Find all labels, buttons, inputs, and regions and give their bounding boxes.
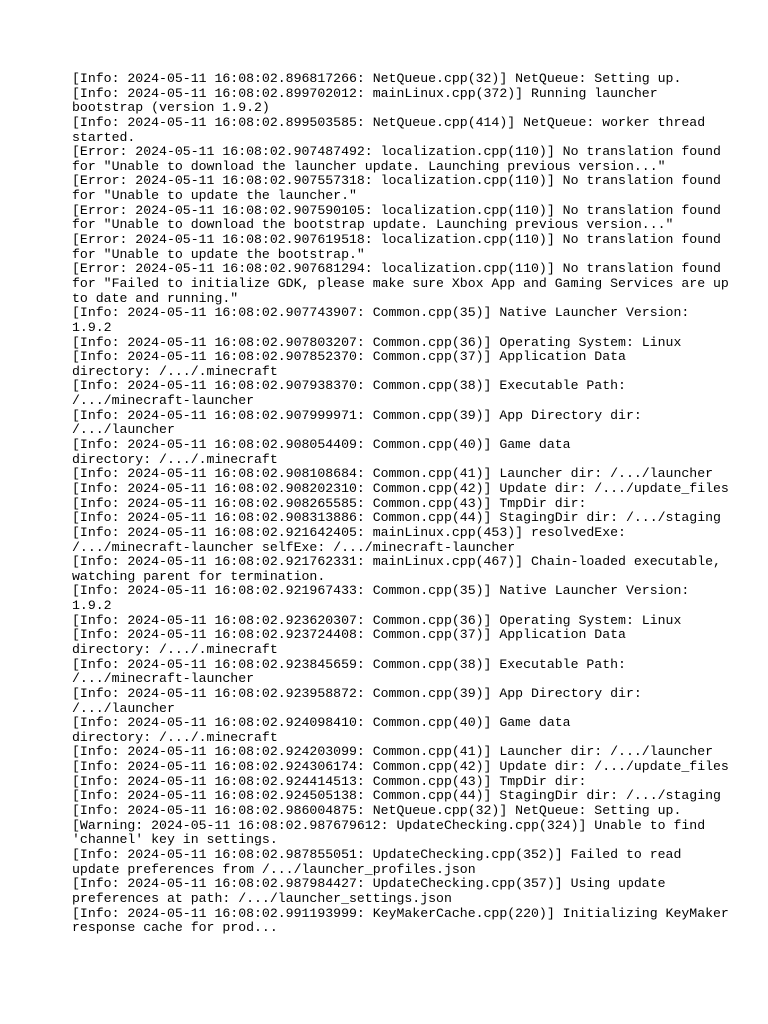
log-line: [Warning: 2024-05-11 16:08:02.987679612: UpdateChecking.cpp(324)] Unable to find [72,817,706,833]
log-line: directory: /.../.minecraft [72,363,278,379]
log-line: [Info: 2024-05-11 16:08:02.899702012: mainLinux.cpp(372)] Running launcher [72,85,658,101]
log-line: /.../minecraft-launcher selfExe: /.../minecraft-launcher [72,539,516,555]
log-line: [Info: 2024-05-11 16:08:02.908265585: Common.cpp(43)] TmpDir dir: [72,495,587,511]
log-line: 1.9.2 [72,598,112,614]
log-line: [Info: 2024-05-11 16:08:02.924414513: Common.cpp(43)] TmpDir dir: [72,773,587,789]
log-line: for "Unable to download the bootstrap update. Launching previous version..." [72,217,674,233]
log-line: [Info: 2024-05-11 16:08:02.908202310: Common.cpp(42)] Update dir: /.../update_files [72,480,729,496]
log-line: [Info: 2024-05-11 16:08:02.923620307: Common.cpp(36)] Operating System: Linux [72,612,682,628]
log-line: /.../minecraft-launcher [72,671,255,687]
log-line: [Info: 2024-05-11 16:08:02.921762331: mainLinux.cpp(467)] Chain-loaded executable, [72,554,721,570]
log-line: 1.9.2 [72,319,112,335]
log-line: [Info: 2024-05-11 16:08:02.986004875: NetQueue.cpp(32)] NetQueue: Setting up. [72,803,682,819]
log-line: [Info: 2024-05-11 16:08:02.987984427: UpdateChecking.cpp(357)] Using update [72,876,666,892]
log-line: [Info: 2024-05-11 16:08:02.907852370: Common.cpp(37)] Application Data [72,349,626,365]
log-line: for "Unable to update the launcher." [72,188,357,204]
log-line: update preferences from /.../launcher_profiles.json [72,861,476,877]
log-line: started. [72,129,136,145]
log-line: [Error: 2024-05-11 16:08:02.907557318: localization.cpp(110)] No translation found [72,173,721,189]
log-line: for "Failed to initialize GDK, please make sure Xbox App and Gaming Services are up [72,275,729,291]
log-line: [Info: 2024-05-11 16:08:02.907938370: Common.cpp(38)] Executable Path: [72,378,626,394]
log-line: for "Unable to update the bootstrap." [72,246,365,262]
log-line: 'channel' key in settings. [72,832,278,848]
log-line: /.../minecraft-launcher [72,393,255,409]
log-line: [Info: 2024-05-11 16:08:02.923724408: Common.cpp(37)] Application Data [72,627,626,643]
log-line: [Info: 2024-05-11 16:08:02.921967433: Common.cpp(35)] Native Launcher Version: [72,583,690,599]
log-line: watching parent for termination. [72,568,326,584]
log-output [72,71,729,936]
log-line: directory: /.../.minecraft [72,729,278,745]
log-line: [Info: 2024-05-11 16:08:02.991193999: KeyMakerCache.cpp(220)] Initializing KeyMaker [72,905,729,921]
log-line: [Error: 2024-05-11 16:08:02.907487492: localization.cpp(110)] No translation found [72,144,721,160]
log-line: [Info: 2024-05-11 16:08:02.923958872: Common.cpp(39)] App Directory dir: [72,685,642,701]
log-line: [Info: 2024-05-11 16:08:02.908108684: Common.cpp(41)] Launcher dir: /.../launcher [72,466,714,482]
log-line: [Info: 2024-05-11 16:08:02.924505138: Common.cpp(44)] StagingDir dir: /.../staging [72,788,721,804]
log-line: [Info: 2024-05-11 16:08:02.908313886: Common.cpp(44)] StagingDir dir: /.../staging [72,510,721,526]
log-line: [Info: 2024-05-11 16:08:02.924098410: Common.cpp(40)] Game data [72,715,571,731]
log-line: directory: /.../.minecraft [72,641,278,657]
log-line: for "Unable to download the launcher update. Launching previous version..." [72,158,666,174]
log-line: /.../launcher [72,422,175,438]
log-line: [Info: 2024-05-11 16:08:02.924306174: Common.cpp(42)] Update dir: /.../update_files [72,759,729,775]
log-line: to date and running." [72,290,239,306]
log-line: [Info: 2024-05-11 16:08:02.907999971: Common.cpp(39)] App Directory dir: [72,407,642,423]
log-line: bootstrap (version 1.9.2) [72,100,270,116]
log-line: directory: /.../.minecraft [72,451,278,467]
log-line: [Info: 2024-05-11 16:08:02.896817266: NetQueue.cpp(32)] NetQueue: Setting up. [72,71,682,86]
log-line: [Info: 2024-05-11 16:08:02.987855051: UpdateChecking.cpp(352)] Failed to read [72,846,682,862]
log-line: [Info: 2024-05-11 16:08:02.921642405: mainLinux.cpp(453)] resolvedExe: [72,524,626,540]
log-line: response cache for prod... [72,920,278,936]
log-line: [Error: 2024-05-11 16:08:02.907590105: localization.cpp(110)] No translation found [72,202,721,218]
log-line: [Info: 2024-05-11 16:08:02.907743907: Common.cpp(35)] Native Launcher Version: [72,305,690,321]
log-line: [Error: 2024-05-11 16:08:02.907619518: localization.cpp(110)] No translation found [72,232,721,248]
log-line: [Info: 2024-05-11 16:08:02.899503585: NetQueue.cpp(414)] NetQueue: worker thread [72,114,706,130]
log-line: /.../launcher [72,700,175,716]
log-line: [Info: 2024-05-11 16:08:02.908054409: Common.cpp(40)] Game data [72,437,571,453]
log-line: [Error: 2024-05-11 16:08:02.907681294: localization.cpp(110)] No translation found [72,261,721,277]
log-line: [Info: 2024-05-11 16:08:02.907803207: Common.cpp(36)] Operating System: Linux [72,334,682,350]
log-line: [Info: 2024-05-11 16:08:02.924203099: Common.cpp(41)] Launcher dir: /.../launcher [72,744,714,760]
log-line: preferences at path: /.../launcher_settings.json [72,890,452,906]
log-line: [Info: 2024-05-11 16:08:02.923845659: Common.cpp(38)] Executable Path: [72,656,626,672]
